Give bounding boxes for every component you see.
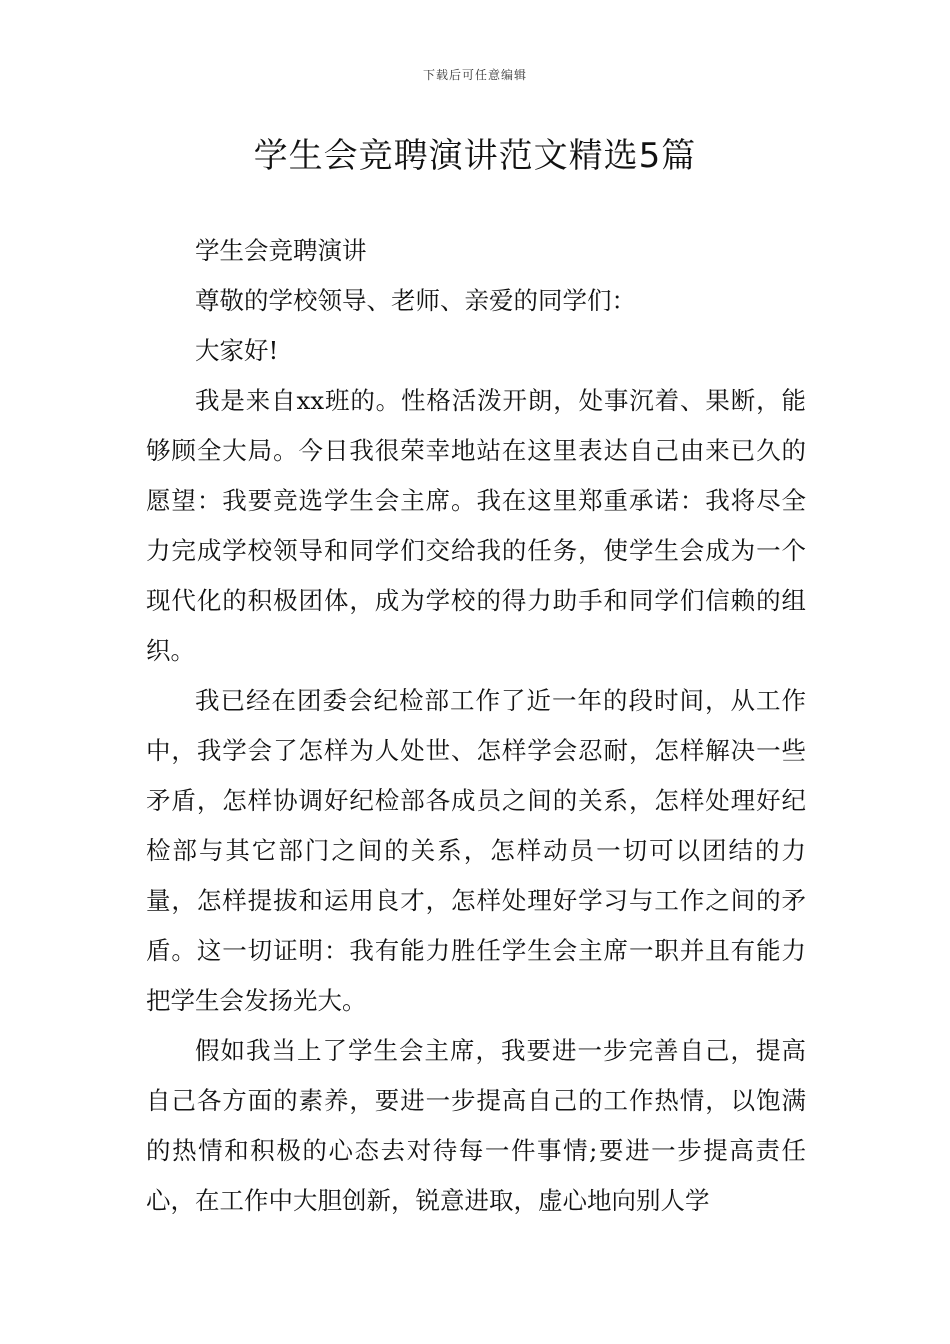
paragraph: 我已经在团委会纪检部工作了近一年的段时间，从工作中，我学会了怎样为人处世、怎样学会忍耐，怎样解决一些矛盾，怎样协调好纪检部各成员之间的关系，怎样处理好纪检部与其它部门之间的关系，怎样动员一切可以团结的力量，怎样提拔和运用良才，怎样处理好学习与工作之间的矛盾。这一切证明：我有能力胜任学生会主席一职并且有能力把学生会发扬光大。 — [146, 686, 806, 1015]
paragraph: 大家好! — [195, 336, 279, 365]
document-title: 学生会竞聘演讲范文精选5篇 — [253, 136, 697, 176]
document-body — [146, 226, 806, 1226]
paragraph: 假如我当上了学生会主席，我要进一步完善自己，提高自己各方面的素养，要进一步提高自己的工作热情，以饱满的热情和积极的心态去对待每一件事情;要进一步提高责任心，在工作中大胆创新，锐意进取，虚心地向别人学 — [146, 1036, 806, 1215]
paragraph: 学生会竞聘演讲 — [195, 236, 367, 265]
header-note: 下载后可任意编辑 — [422, 68, 527, 82]
paragraph: 尊敬的学校领导、老师、亲爱的同学们： — [195, 286, 636, 315]
paragraph: 我是来自xx班的。性格活泼开朗，处事沉着、果断，能够顾全大局。今日我很荣幸地站在这里表达自己由来已久的愿望：我要竞选学生会主席。我在这里郑重承诺：我将尽全力完成学校领导和同学们交给我的任务，使学生会成为一个现代化的积极团体，成为学校的得力助手和同学们信赖的组织。 — [146, 386, 806, 665]
